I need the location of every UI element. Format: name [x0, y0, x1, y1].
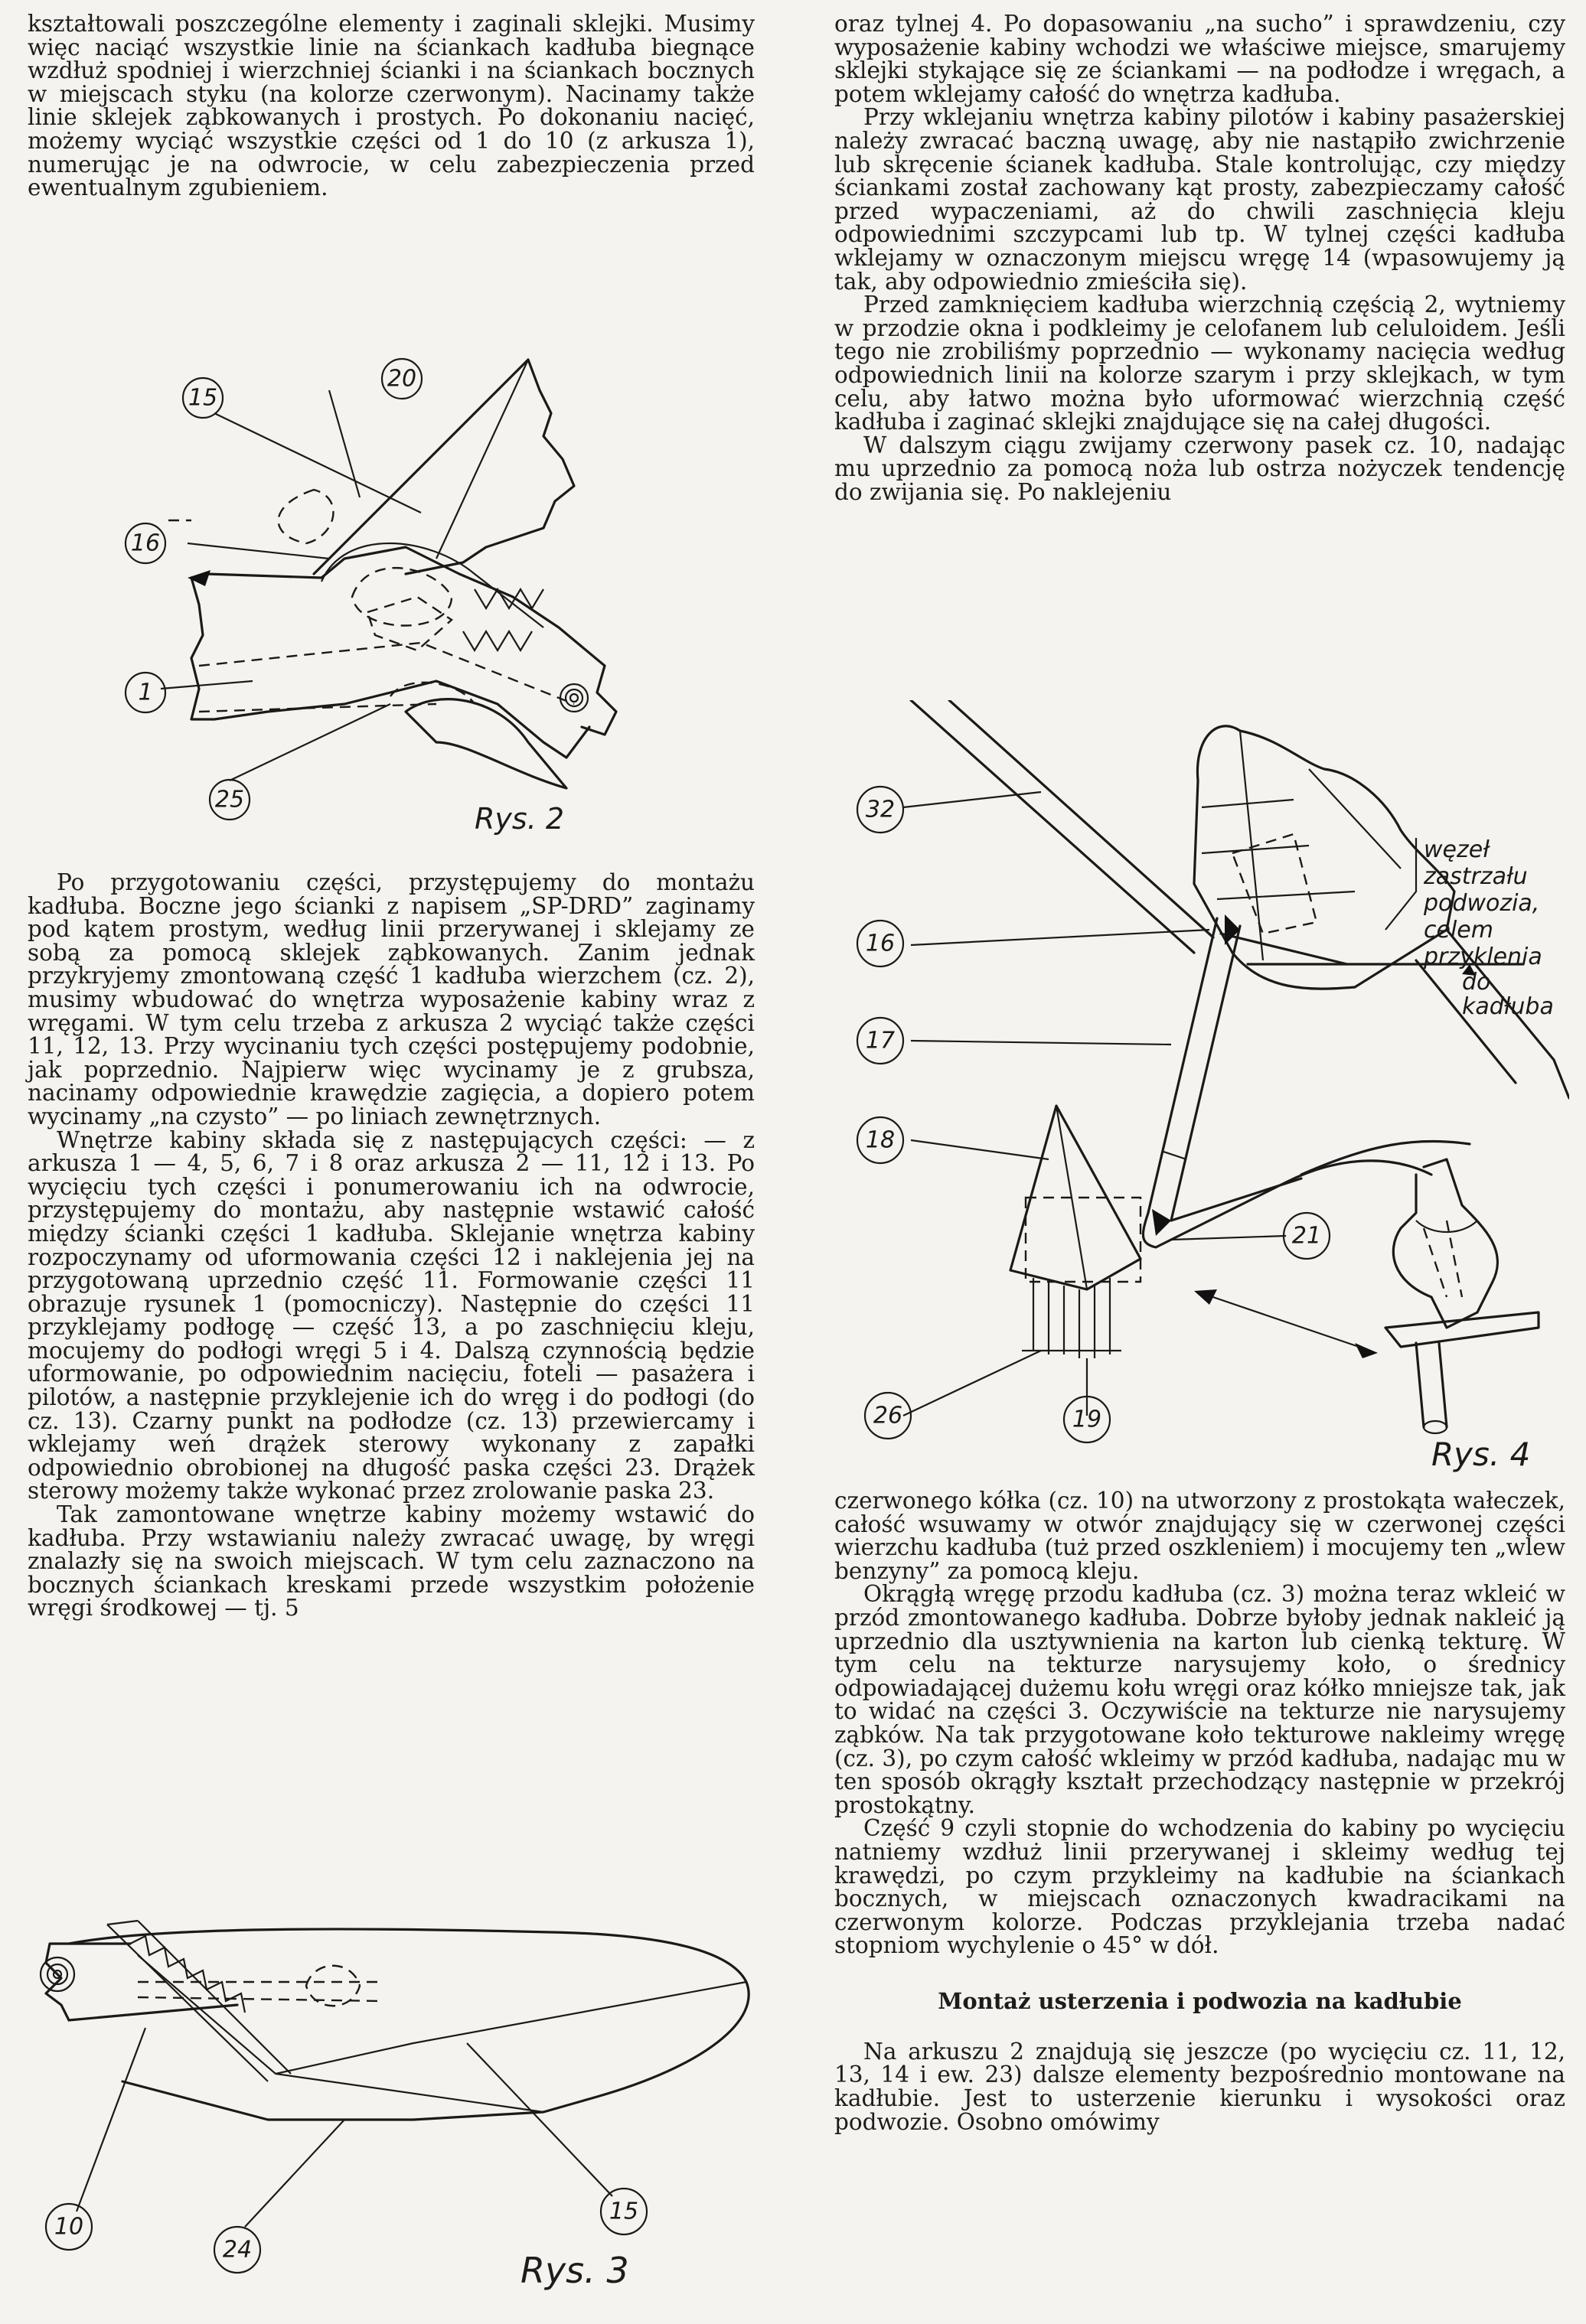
- svg-text:16: 16: [130, 530, 161, 557]
- svg-text:24: 24: [222, 2236, 253, 2264]
- note-line: kadłuba: [1462, 993, 1554, 1020]
- label-24: [214, 2227, 260, 2273]
- paragraph: Po przygotowaniu części, przystępujemy do montażu kadłuba. Boczne jego ścianki z napisem „SP-DRD” zaginamy pod kątem prostym, według linii przerywanej i sklejamy ze sobą za pomocą sklejek ząbkowanych. Zanim jednak przykryjemy zmontowaną część 1 kadłuba wierzchem (cz. 2), musimy wbudować do wnętrza wyposażenie kabiny wraz z wręgami. W tym celu trzeba z arkusza 2 wyciąć także części 11, 12, 13. Przy wycinaniu tych części postępujemy podobnie, jak poprzednio. Najpierw więc wycinamy je z grubsza, nacinamy odpowiednie krawędzie zagięcia, a dopiero potem wycinamy „na czysto” — po liniach zewnętrznych.: [28, 869, 755, 1129]
- note-line: podwozia,: [1424, 890, 1540, 917]
- paragraph: Przy wklejaniu wnętrza kabiny pilotów i kabiny pasażerskiej należy zwracać baczną uwagę, aby nie nastąpiło zwichrzenie lub skręcenie ścianek kadłuba. Stale kontrolując, czy między ściankami został zachowany kąt prosty, zabezpieczamy całość przed wypaczeniami, aż do chwili zaschnięcia kleju odpowiednimi szczypcami lub tp. W tylnej części kadłuba wklejamy w oznaczonym miejscu wręgę 14 (wpasowujemy ją tak, aby odpowiednio zmieściła się).: [834, 104, 1565, 295]
- right-column-top: [834, 12, 1565, 504]
- svg-text:16: 16: [865, 930, 896, 957]
- section-heading: Montaż usterzenia i podwozia na kadłubie: [938, 1987, 1462, 2014]
- svg-text:21: 21: [1291, 1222, 1322, 1250]
- label-32: [857, 787, 903, 833]
- paragraph: Na arkuszu 2 znajdują się jeszcze (po wycięciu cz. 11, 12, 13, 14 i ew. 23) dalsze elementy bezpośrednio montowane na kadłubie. Jest to usterzenie kierunku i wysokości oraz podwozie. Osobno omówimy: [834, 2038, 1565, 2135]
- label-15: [601, 2189, 647, 2234]
- paragraph: Część 9 czyli stopnie do wchodzenia do kabiny po wycięciu natniemy wzdłuż linii przerywanej i skleimy według tej krawędzi, po czym przykleimy na kadłubie na ściankach bocznych, w miejscach oznaczonych kwadracikami na czerwonym kolorze. Podczas przyklejania trzeba nadać stopniom wychylenie o 45° w dół.: [834, 1815, 1565, 1959]
- svg-text:15: 15: [609, 2198, 639, 2225]
- svg-text:15: 15: [188, 384, 218, 412]
- label-21: [1284, 1213, 1330, 1259]
- figure-rys-2: [115, 344, 651, 842]
- note-line: przyklenia: [1424, 944, 1542, 970]
- label-25: [210, 780, 250, 820]
- right-column-bottom: [834, 1489, 1565, 2133]
- label-15: [183, 378, 223, 418]
- left-column-top: [28, 12, 755, 200]
- svg-text:26: 26: [873, 1402, 903, 1429]
- paragraph: kształtowali poszczególne elementy i zaginali sklejki. Musimy więc naciąć wszystkie linie na ściankach kadłuba biegnące wzdłuż spodniej i wierzchniej ścianki i na ściankach bocznych w miejscach styku (na kolorze czerwonym). Nacinamy także linie sklejek ząbkowanych i prostych. Po dokonaniu nacięć, możemy wyciąć wszystkie części od 1 do 10 (z arkusza 1), numerując je na odwrocie, w celu zabezpieczenia przed ewentualnym zgubieniem.: [28, 11, 755, 201]
- paragraph: czerwonego kółka (cz. 10) na utworzony z prostokąta wałeczek, całość wsuwamy w otwór znajdujący się w czerwonej części wierzchu kadłuba (tuż przed oszkleniem) i mocujemy ten „wlew benzyny” za pomocą kleju.: [834, 1488, 1565, 1584]
- label-16: [126, 523, 165, 563]
- svg-text:1: 1: [138, 679, 153, 706]
- label-20: [382, 359, 422, 399]
- svg-text:17: 17: [865, 1027, 896, 1054]
- label-17: [857, 1018, 903, 1064]
- svg-text:32: 32: [865, 796, 896, 823]
- figure-caption: Rys. 4: [1431, 1436, 1531, 1473]
- paragraph: Wnętrze kabiny składa się z następujących części: — z arkusza 1 — 4, 5, 6, 7 i 8 oraz arkusza 2 — 11, 12 i 13. Po wycięciu tych części i ponumerowaniu ich na odwrocie, przystępujemy do montażu, aby następnie wstawić całość między ścianki części 1 kadłuba. Sklejanie wnętrza kabiny rozpoczynamy od uformowania części 12 i naklejenia jej na przygotowaną uprzednio część 11. Formowanie części 11 obrazuje rysunek 1 (pomocniczy). Następnie do części 11 przyklejamy podłogę — część 13, a po zaschnięciu kleju, mocujemy do podłogi wręgi 5 i 4. Dalszą czynnością będzie uformowanie, po odpowiednim nacięciu, foteli — pasażera i pilotów, a następnie przyklejenie ich do wręg i do podłogi (do cz. 13). Czarny punkt na podłodze (cz. 13) przewiercamy i wklejamy weń drążek sterowy wykonany z zapałki odpowiednio obrobionej na długość paska części 23. Drążek sterowy możemy także wykonać przez zrolowanie paska 23.: [28, 1126, 755, 1504]
- figure-rys-3: [15, 1890, 765, 2319]
- svg-text:18: 18: [865, 1126, 896, 1154]
- note-line: celem: [1424, 917, 1493, 944]
- note-line: węzeł: [1424, 836, 1490, 863]
- paragraph: oraz tylnej 4. Po dopasowaniu „na sucho” i sprawdzeniu, czy wyposażenie kabiny wchodzi we właściwe miejsce, smarujemy sklejki stykające się ze ściankami — na podłodze i wręgach, a potem wklejamy całość do wnętrza kadłuba.: [834, 11, 1565, 107]
- figure-rys-4: [834, 700, 1569, 1485]
- paragraph: Okrągłą wręgę przodu kadłuba (cz. 3) można teraz wkleić w przód zmontowanego kadłuba. Dobrze byłoby jednak nakleić ją uprzednio dla usztywnienia na karton lub cienką tekturę. W tym celu na tekturze narysujemy koło, o średnicy odpowiadającej dużemu kołu wręgi oraz kółko mniejsze tak, jak to widać na części 3. Oczywiście na tekturze nie narysujemy ząbków. Na tak przygotowane koło tekturowe nakleimy wręgę (cz. 3), po czym całość wkleimy w przód kadłuba, nadając mu w ten sposób okrągły kształt przechodzący następnie w przekrój prostokątny.: [834, 1581, 1565, 1818]
- note-line: do: [1462, 969, 1491, 996]
- label-16: [857, 921, 903, 966]
- paragraph: Przed zamknięciem kadłuba wierzchnią częścią 2, wytniemy w przodzie okna i podkleimy je celofanem lub celuloidem. Jeśli tego nie zrobiliśmy poprzednio — wykonamy nacięcia według odpowiednich linii na kolorze szarym i przy sklejkach, w tym celu, aby łatwo można było uformować wierzchnią część kadłuba i zaginać sklejki znajdujące się na całej długości.: [834, 292, 1565, 435]
- svg-text:19: 19: [1072, 1406, 1102, 1433]
- paragraph: Tak zamontowane wnętrze kabiny możemy wstawić do kadłuba. Przy wstawianiu należy zwracać uwagę, by wręgi znalazły się na swoich miejscach. W tym celu zaznaczono na bocznych ściankach kreskami przede wszystkim położenie wręgi środkowej — tj. 5: [28, 1501, 755, 1622]
- note-line: zastrzału: [1424, 863, 1528, 890]
- label-18: [857, 1117, 903, 1163]
- svg-text:10: 10: [54, 2213, 84, 2241]
- figure-caption: Rys. 3: [521, 2250, 629, 2291]
- svg-text:20: 20: [387, 365, 417, 393]
- label-10: [46, 2204, 92, 2250]
- left-column-bottom: [28, 871, 755, 1620]
- paragraph: W dalszym ciągu zwijamy czerwony pasek cz. 10, nadając mu uprzednio za pomocą noża lub ostrza nożyczek tendencję do zwijania się. Po naklejeniu: [834, 432, 1565, 505]
- label-1: [126, 673, 165, 712]
- figure-caption: Rys. 2: [475, 802, 565, 836]
- svg-text:25: 25: [214, 786, 245, 813]
